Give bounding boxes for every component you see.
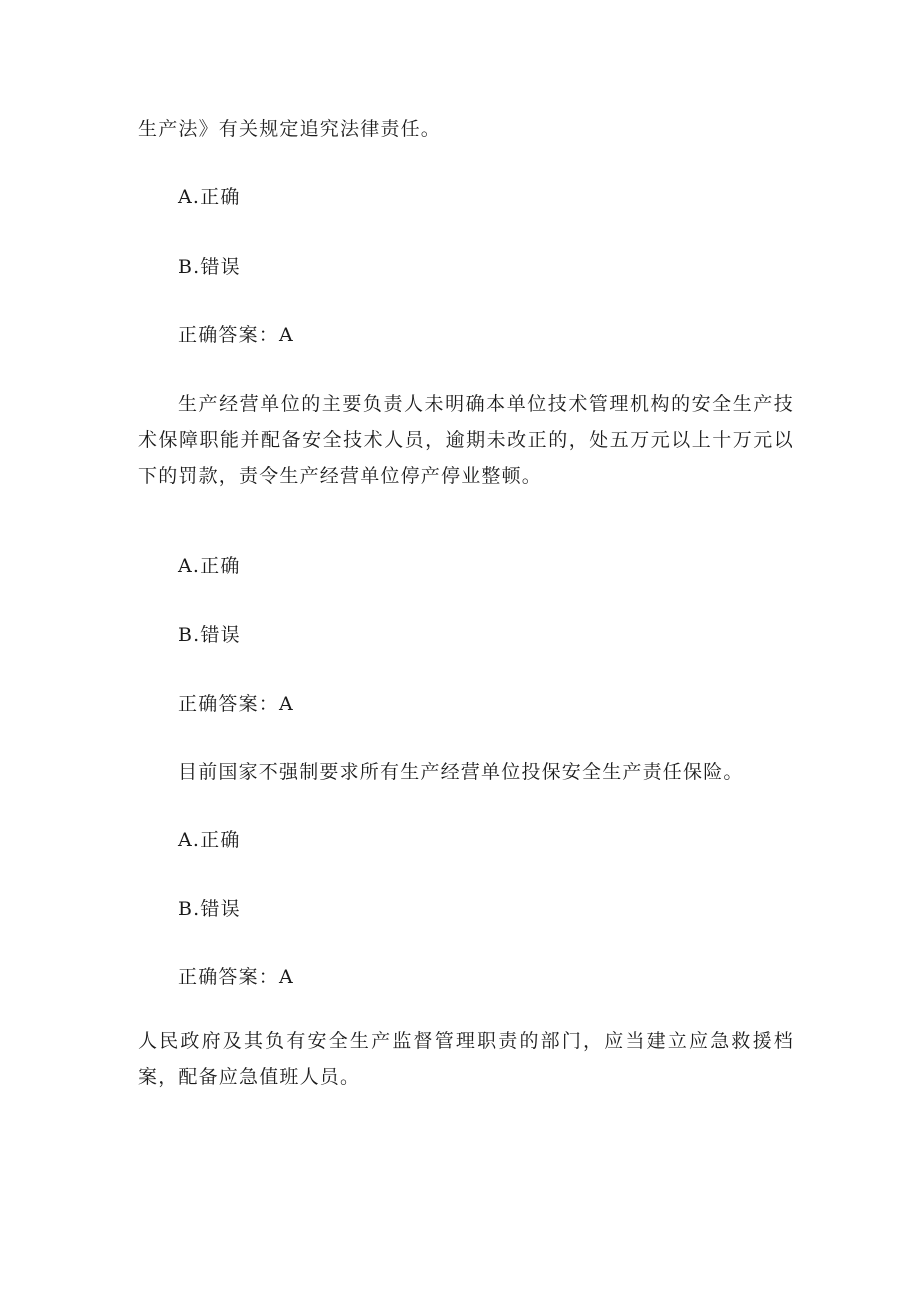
answer-line: 正确答案：A	[178, 693, 294, 715]
answer-line: 正确答案：A	[178, 324, 294, 346]
option-b: B.错误	[178, 624, 241, 646]
option-b: B.错误	[178, 898, 241, 920]
question-text: 生产经营单位的主要负责人未明确本单位技术管理机构的安全生产技术保障职能并配备安全技术人员，逾期未改正的，处五万元以上十万元以下的罚款，责令生产经营单位停产停业整顿。	[138, 393, 794, 487]
question-fragment-text: 生产法》有关规定追究法律责任。	[138, 118, 442, 140]
option-a: A.正确	[178, 829, 241, 851]
answer-line: 正确答案：A	[178, 966, 294, 988]
option-b: B.错误	[178, 256, 241, 278]
option-a: A.正确	[178, 186, 241, 208]
option-a: A.正确	[178, 555, 241, 577]
question-text: 人民政府及其负有安全生产监督管理职责的部门，应当建立应急救援档案，配备应急值班人员。	[138, 1030, 794, 1088]
question-text: 目前国家不强制要求所有生产经营单位投保安全生产责任保险。	[178, 761, 744, 783]
